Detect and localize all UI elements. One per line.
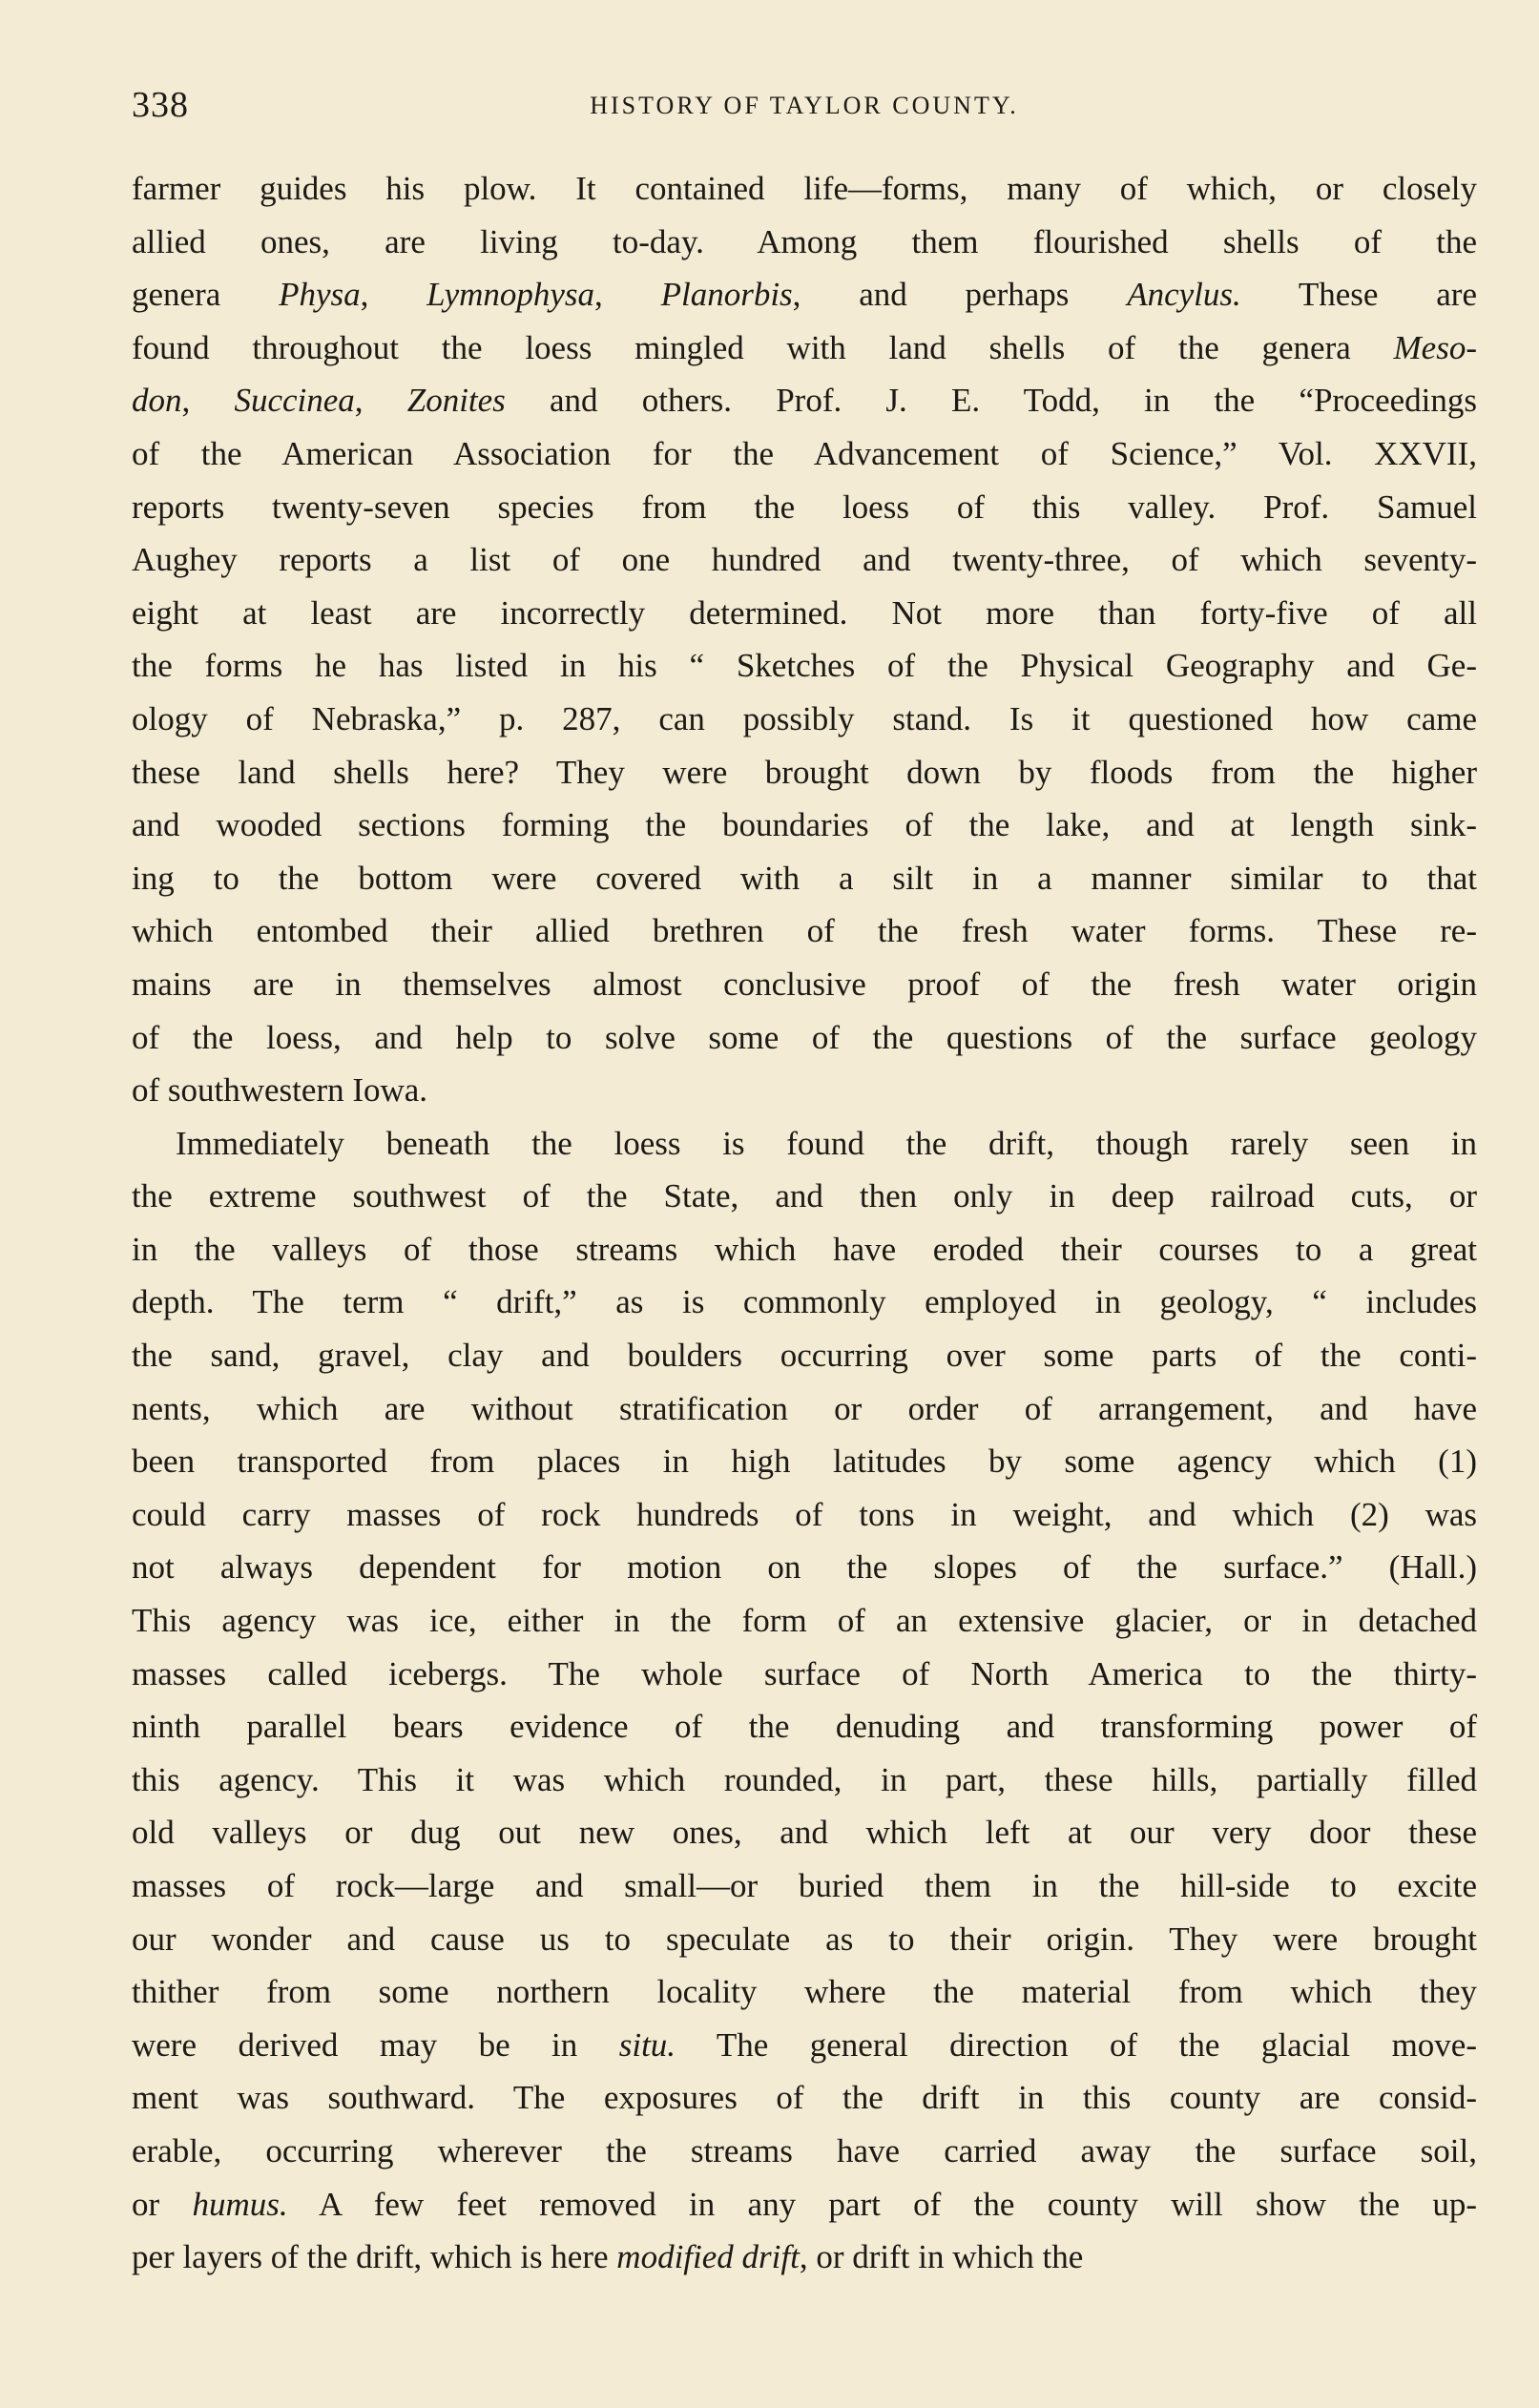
text-run: , xyxy=(354,382,407,420)
text-run: Immediately beneath the loess is found the drift, though rarely seen in xyxy=(176,1124,1477,1162)
running-head: HISTORY OF TAYLOR COUNTY. xyxy=(590,92,1019,119)
text-run: the extreme southwest of the State, and then only in deep railroad cuts, or xyxy=(132,1177,1477,1215)
text-line xyxy=(132,374,1477,427)
text-run: farmer guides his plow. It contained life—forms, many of which, or closely xyxy=(132,170,1477,207)
text-run: masses called icebergs. The whole surface of North America to the thirty- xyxy=(132,1654,1477,1692)
text-line xyxy=(132,1594,1477,1648)
text-run: Aughey reports a list of one hundred and twenty-three, of which seventy- xyxy=(132,541,1477,579)
text-run: , and perhaps xyxy=(792,276,1128,314)
text-run: of the American Association for the Advancement of Science,” Vol. XXVII, xyxy=(132,434,1477,472)
text-line xyxy=(132,1435,1477,1488)
text-run: eight at least are incorrectly determined. Not more than forty-five of all xyxy=(132,593,1477,632)
text-run: found throughout the loess mingled with land shells of the genera xyxy=(132,328,1394,366)
italic-term: Ancylus. xyxy=(1127,276,1241,314)
text-run: these land shells here? They were brought down by floods from the higher xyxy=(132,753,1477,791)
text-line xyxy=(132,1382,1477,1436)
text-run: ninth parallel bears evidence of the denuding and transforming power of xyxy=(132,1708,1477,1746)
text-line xyxy=(132,958,1477,1011)
page-header xyxy=(132,84,1477,132)
text-run: old valleys or dug out new ones, and which left at our very door these xyxy=(132,1814,1477,1852)
text-run: of the loess, and help to solve some of the questions of the surface geology xyxy=(132,1018,1477,1056)
text-line xyxy=(132,1965,1477,2019)
text-run: not always dependent for motion on the slopes of the surface.” (Hall.) xyxy=(132,1548,1477,1587)
text-run: ment was southward. The exposures of the drift in this county are consid- xyxy=(132,2079,1477,2117)
text-run: masses of rock—large and small—or buried them in the hill-side to excite xyxy=(132,1867,1477,1904)
text-line xyxy=(132,268,1477,322)
text-run: the forms he has listed in his “ Sketches of the Physical Geography and Ge- xyxy=(132,647,1477,685)
text-line xyxy=(132,1011,1477,1065)
text-line xyxy=(132,1541,1477,1594)
italic-term: Zonites xyxy=(406,382,506,420)
text-run: and others. Prof. J. E. Todd, in the “Proceedings xyxy=(505,382,1478,420)
italic-term: modified drift xyxy=(616,2238,800,2276)
text-run: , xyxy=(594,276,661,314)
text-line xyxy=(132,322,1477,375)
italic-term: Lymnophysa xyxy=(426,276,595,314)
text-run: could carry masses of rock hundreds of tons in weight, and which (2) was xyxy=(132,1495,1477,1533)
text-run: thither from some northern locality where the material from which they xyxy=(132,1973,1477,2011)
text-line xyxy=(132,481,1477,534)
text-line xyxy=(132,1806,1477,1859)
text-run: allied ones, are living to-day. Among them flourished shells of the xyxy=(132,222,1477,260)
italic-term: humus. xyxy=(192,2185,288,2223)
text-line xyxy=(132,799,1477,852)
text-run: were derived may be in xyxy=(132,2025,619,2064)
text-line xyxy=(132,2231,1477,2284)
text-line xyxy=(132,1913,1477,1966)
text-line xyxy=(132,2019,1477,2072)
page-number: 338 xyxy=(132,85,189,125)
text-run: which entombed their allied brethren of the fresh water forms. These re- xyxy=(132,912,1477,950)
text-run: A few feet removed in any part of the county will show the up- xyxy=(287,2185,1477,2223)
text-line xyxy=(132,587,1477,640)
text-run: or xyxy=(132,2185,193,2223)
text-line xyxy=(132,2125,1477,2178)
text-line xyxy=(132,1648,1477,1701)
text-run: genera xyxy=(132,276,280,314)
text-line xyxy=(132,2071,1477,2125)
text-line xyxy=(132,746,1477,799)
text-line xyxy=(132,693,1477,746)
text-line xyxy=(132,1488,1477,1542)
text-run: These are xyxy=(1240,276,1477,314)
text-run: ology of Nebraska,” p. 287, can possibly stand. Is it questioned how came xyxy=(132,699,1477,737)
italic-term: situ. xyxy=(618,2025,676,2064)
text-run: , xyxy=(360,276,427,314)
italic-term: Meso- xyxy=(1393,328,1477,366)
text-line xyxy=(132,1700,1477,1754)
text-run: mains are in themselves almost conclusive proof of the fresh water origin xyxy=(132,965,1477,1003)
text-line xyxy=(132,533,1477,587)
text-run: of southwestern Iowa. xyxy=(132,1071,428,1110)
text-line xyxy=(132,1170,1477,1223)
text-line xyxy=(132,639,1477,693)
italic-term: Planorbis xyxy=(660,276,793,314)
body-text xyxy=(132,162,1477,2284)
text-line xyxy=(132,1117,1477,1171)
italic-term: don xyxy=(132,382,182,420)
text-line xyxy=(132,216,1477,269)
text-line xyxy=(132,162,1477,216)
text-run: the sand, gravel, clay and boulders occurring over some parts of the conti- xyxy=(132,1337,1477,1375)
text-run: The general direction of the glacial move- xyxy=(676,2025,1477,2064)
text-line xyxy=(132,1329,1477,1382)
text-run: erable, occurring wherever the streams have carried away the surface soil, xyxy=(132,2131,1477,2169)
text-run: reports twenty-seven species from the loess of this valley. Prof. Samuel xyxy=(132,488,1477,526)
text-run: per layers of the drift, which is here xyxy=(132,2238,617,2276)
text-run: ing to the bottom were covered with a silt in a manner similar to that xyxy=(132,859,1477,897)
text-line xyxy=(132,2178,1477,2232)
text-line xyxy=(132,904,1477,958)
text-run: , xyxy=(181,382,235,420)
text-run: , or drift in which the xyxy=(799,2238,1084,2276)
text-line xyxy=(132,1754,1477,1807)
text-line xyxy=(132,1064,1477,1117)
text-run: and wooded sections forming the boundaries of the lake, and at length sink- xyxy=(132,806,1477,844)
text-run: been transported from places in high latitudes by some agency which (1) xyxy=(132,1443,1477,1481)
italic-term: Physa xyxy=(279,276,361,314)
text-line xyxy=(132,1223,1477,1277)
italic-term: Succinea xyxy=(234,382,355,420)
text-line xyxy=(132,1276,1477,1329)
text-run: depth. The term “ drift,” as is commonly employed in geology, “ includes xyxy=(132,1283,1477,1321)
text-line xyxy=(132,852,1477,905)
text-line xyxy=(132,427,1477,481)
text-line xyxy=(132,1859,1477,1913)
text-run: our wonder and cause us to speculate as to their origin. They were brought xyxy=(132,1920,1477,1958)
text-run: This agency was ice, either in the form of an extensive glacier, or in detached xyxy=(132,1602,1477,1640)
text-run: in the valleys of those streams which have eroded their courses to a great xyxy=(132,1230,1477,1268)
text-run: this agency. This it was which rounded, in part, these hills, partially filled xyxy=(132,1760,1477,1798)
text-run: nents, which are without stratification or order of arrangement, and have xyxy=(132,1389,1477,1427)
